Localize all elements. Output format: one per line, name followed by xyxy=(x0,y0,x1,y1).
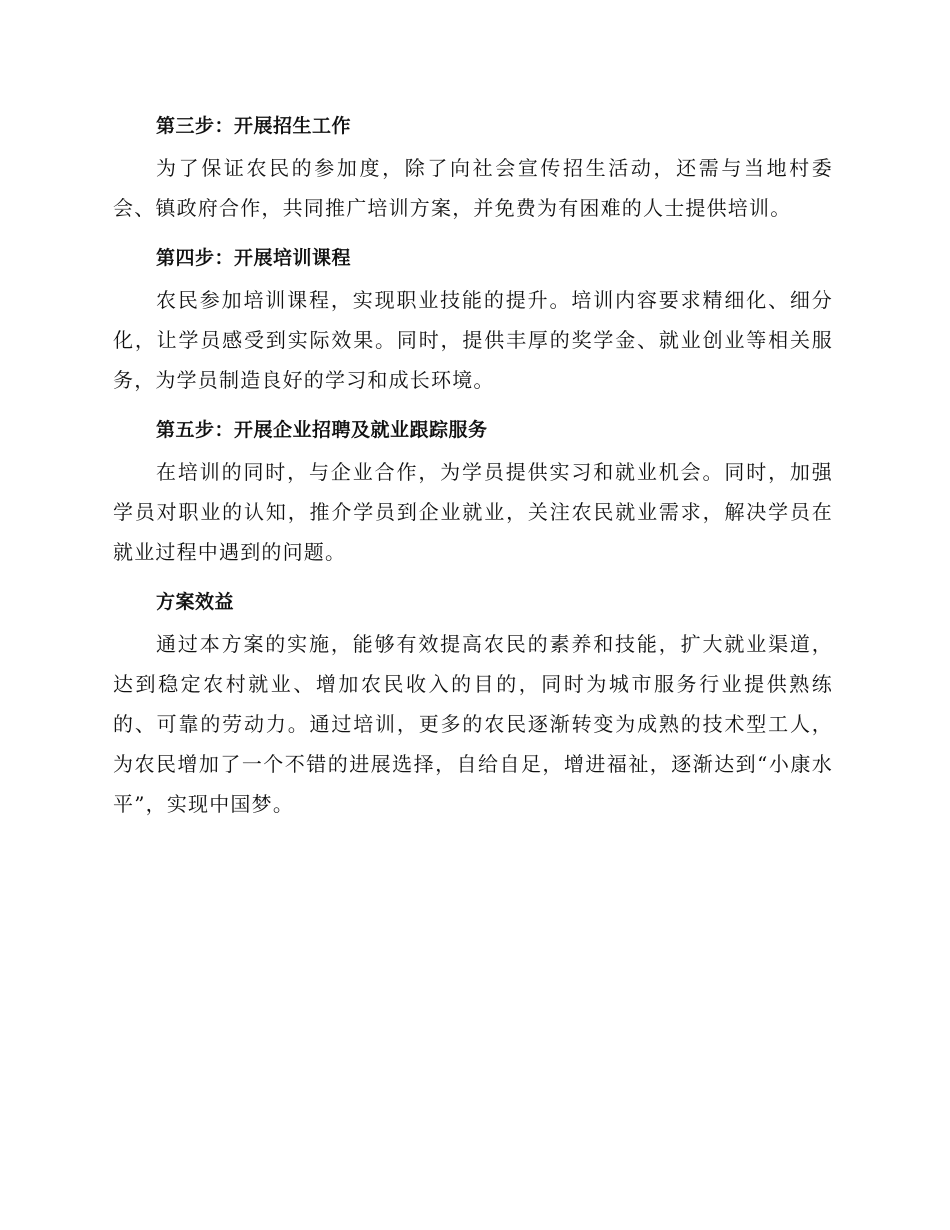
document-body xyxy=(113,108,833,836)
section-heading: 方案效益 xyxy=(156,591,235,613)
section-step-4 xyxy=(113,240,833,400)
section-heading: 第四步：开展培训课程 xyxy=(156,247,352,269)
section-paragraph: 通过本方案的实施，能够有效提高农民的素养和技能，扩大就业渠道，达到稳定农村就业、增加农民收入的目的，同时为城市服务行业提供熟练的、可靠的劳动力。通过培训，更多的农民逐渐转变为成熟的技术型工人，为农民增加了一个不错的进展选择，自给自足，增进福祉，逐渐达到“小康水平”，实现中国梦。 xyxy=(113,632,833,816)
section-step-5 xyxy=(113,412,833,572)
section-benefits xyxy=(113,584,833,824)
section-step-3 xyxy=(113,108,833,228)
section-heading: 第三步：开展招生工作 xyxy=(156,115,352,137)
section-paragraph: 农民参加培训课程，实现职业技能的提升。培训内容要求精细化、细分化，让学员感受到实际效果。同时，提供丰厚的奖学金、就业创业等相关服务，为学员制造良好的学习和成长环境。 xyxy=(113,288,833,392)
section-paragraph: 在培训的同时，与企业合作，为学员提供实习和就业机会。同时，加强学员对职业的认知，推介学员到企业就业，关注农民就业需求，解决学员在就业过程中遇到的问题。 xyxy=(113,460,833,564)
section-heading: 第五步：开展企业招聘及就业跟踪服务 xyxy=(156,419,488,441)
section-paragraph: 为了保证农民的参加度，除了向社会宣传招生活动，还需与当地村委会、镇政府合作，共同推广培训方案，并免费为有困难的人士提供培训。 xyxy=(113,156,833,220)
